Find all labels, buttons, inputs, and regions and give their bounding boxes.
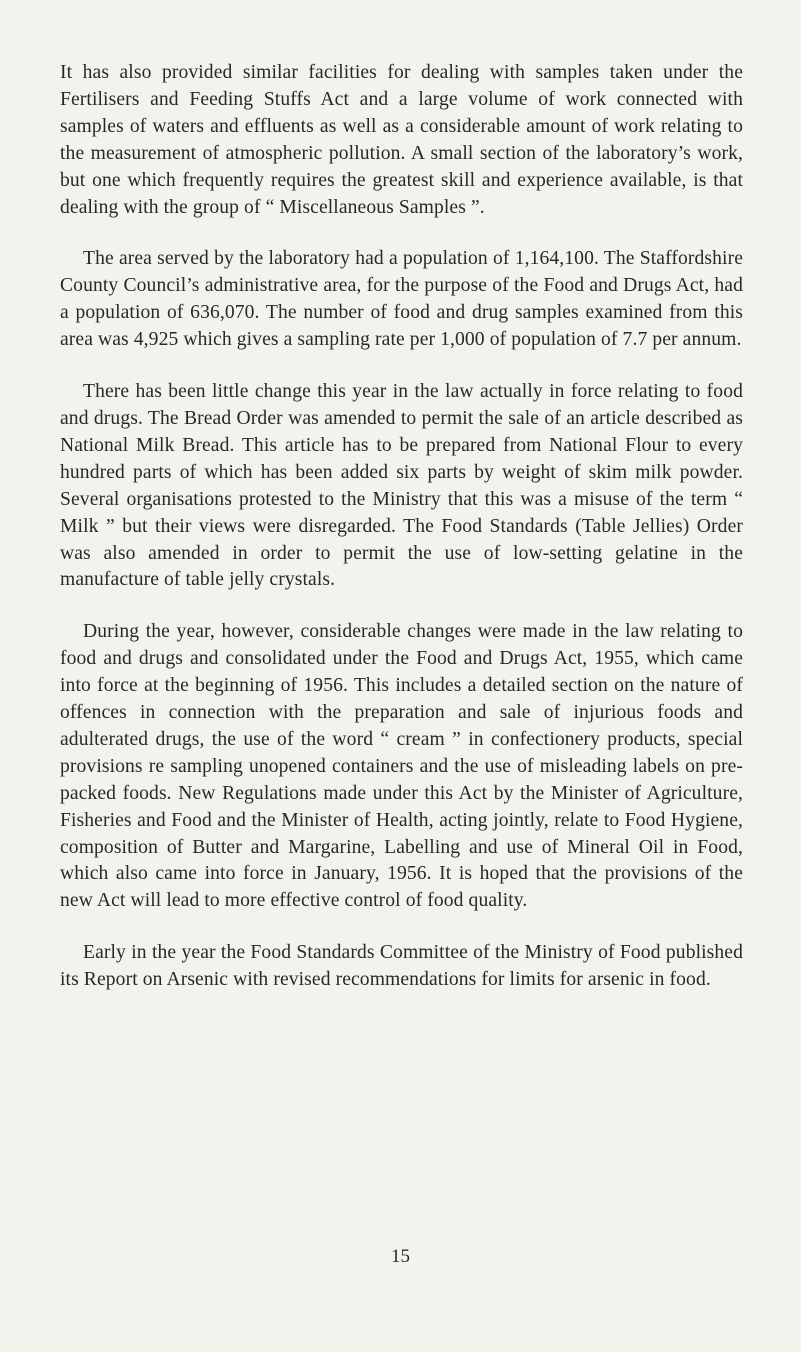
paragraph-laboratory-facilities: It has also provided similar facilities for dealing with samples taken under the Fertilisers and Feeding Stuffs Act and a large volume of work connected with samples of waters and effluents as well as a considerable amount of work relating to the measurement of atmospheric pollution. A small section of the laboratory’s work, but one which frequently requires the greatest skill and experience available, is that dealing with the group of “ Miscellaneous Samples ”. (60, 62, 743, 218)
paragraph-arsenic-report: Early in the year the Food Standards Committee of the Ministry of Food published its Report on Arsenic with revised recommendations for limits for arsenic in food. (60, 942, 743, 991)
paragraph-area-population: The area served by the laboratory had a population of 1,164,100. The Staffordshire County Council’s administrative area, for the purpose of the Food and Drugs Act, had a population of 636,070. The number of food and drug samples examined from this area was 4,925 which gives a sampling rate per 1,000 of population of 7.7 per annum. (60, 248, 743, 351)
paragraph-food-and-drugs-act: During the year, however, considerable changes were made in the law relating to food and drugs and consolidated under the Food and Drugs Act, 1955, which came into force at the beginning of 1956. This includes a detailed section on the nature of offences in connection with the preparation and sale of injurious foods and adulterated drugs, the use of the word “ cream ” in confectionery products, special provisions re sampling unopened containers and the use of misleading labels on pre-packed foods. New Regulations made under this Act by the Minister of Agriculture, Fisheries and Food and the Minister of Health, acting jointly, relate to Food Hygiene, composition of Butter and Margarine, Labelling and use of Mineral Oil in Food, which also came into force in January, 1956. It is hoped that the provisions of the new Act will lead to more effective control of food quality. (60, 621, 743, 912)
paragraph-law-changes: There has been little change this year in the law actually in force relating to food and drugs. The Bread Order was amended to permit the sale of an article described as National Milk Bread. This article has to be prepared from National Flour to every hundred parts of which has been added six parts by weight of skim milk powder. Several organisations protested to the Ministry that this was a misuse of the term “ Milk ” but their views were disregarded. The Food Standards (Table Jellies) Order was also amended in order to permit the use of low-setting gelatine in the manufacture of table jelly crystals. (60, 381, 743, 591)
page-number: 15 (391, 1246, 410, 1267)
body-text (60, 60, 743, 1019)
